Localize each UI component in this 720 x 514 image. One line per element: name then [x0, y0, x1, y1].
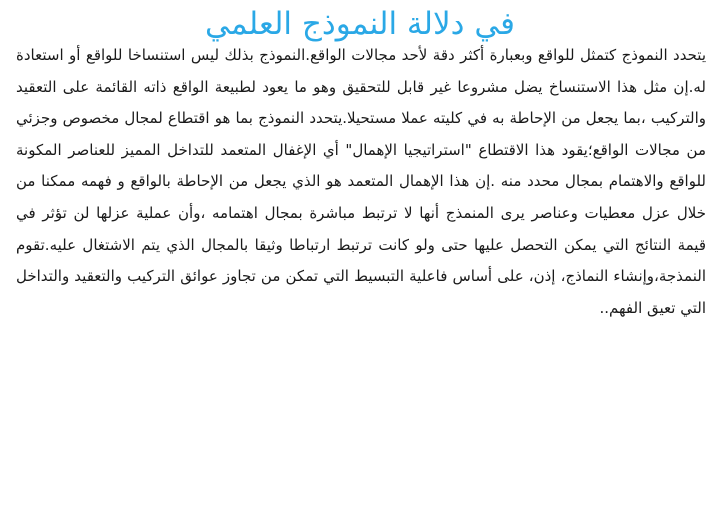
document-paragraph: يتحدد النموذج كتمثل للواقع وبعبارة أكثر دقة لأحد مجالات الواقع.النموذج بذلك ليس استنساخا للواقع أو استعادة له.إن مثل هذا الاستنساخ يضل مشروعا غير قابل للتحقيق وهو ما يعود لطبيعة الواقع ذاته القائمة على التعقيد والتركيب ،بما يجعل من الإحاطة به في كليته عملا مستحيلا.يتحدد النموذج بما هو اقتطاع لمجال مخصوص وجزئي من مجالات الواقع؛يقود هذا الاقتطاع "استراتيجيا الإهمال" أي الإغفال المتعمد للتداخل المميز للعناصر المكونة للواقع والاهتمام بمجال محدد منه .إن هذا الإهمال المتعمد هو الذي يجعل من الإحاطة بالواقع و فهمه ممكنا من خلال عزل معطيات وعناصر يرى المنمذج أنها لا ترتبط مباشرة بمجال اهتمامه ،وأن عملية عزلها لن تؤثر في قيمة النتائج التي يمكن التحصل عليها حتى ولو كانت ترتبط ارتباطا وثيقا بالمجال الذي يتم الاشتغال عليه.تقوم النمذجة،وإنشاء النماذج، إذن، على أساس فاعلية التبسيط التي تمكن من تجاوز عوائق التركيب والتعقيد والتداخل التي تعيق الفهم.. — [16, 46, 706, 317]
document-title: في دلالة النموذج العلمي — [205, 6, 515, 42]
